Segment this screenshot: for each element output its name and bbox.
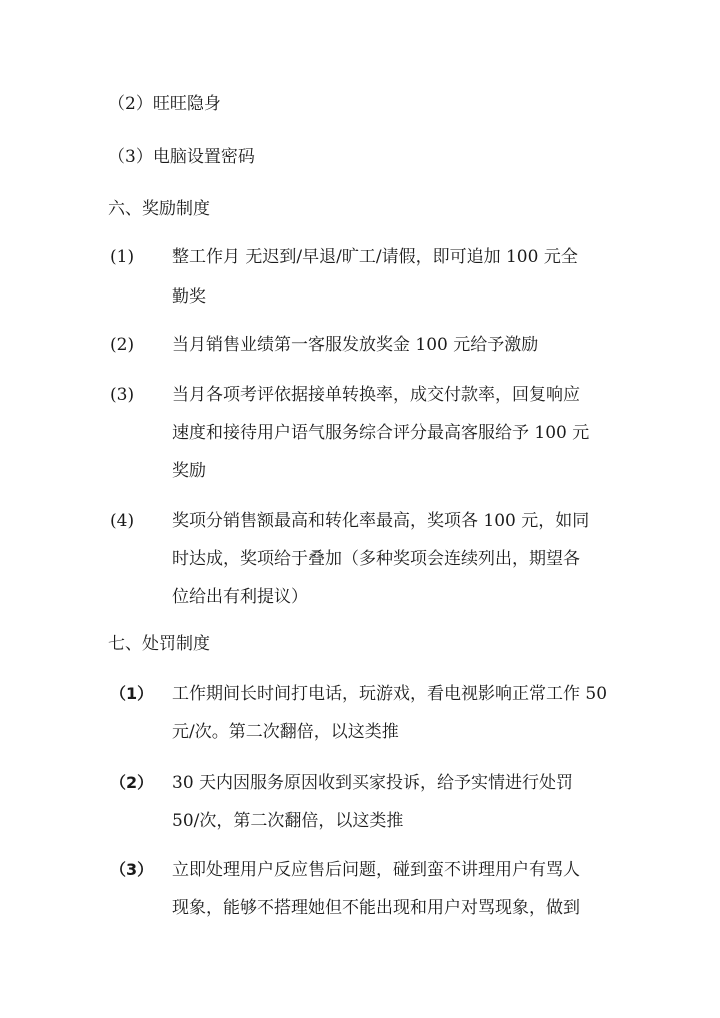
section-6-heading: 六、奖励制度: [108, 199, 210, 219]
penalty-item-1-text: [172, 682, 622, 744]
penalty-item-3-line-1: 立即处理用户反应售后问题，碰到蛮不讲理用户有骂人: [172, 860, 580, 880]
penalty-item-3-line-2: 现象，能够不搭理她但不能出现和用户对骂现象，做到: [172, 898, 580, 918]
reward-item-2-text: [172, 333, 622, 357]
reward-item-1-line-1: 整工作月 无迟到/早退/旷工/请假，即可追加 100 元全: [172, 247, 578, 267]
penalty-item-1-number: （1）: [110, 684, 154, 703]
reward-item-3-line-1: 当月各项考评依据接单转换率，成交付款率，回复响应: [172, 385, 580, 405]
section-7-heading: 七、处罚制度: [108, 634, 210, 654]
penalty-item-3-number: （3）: [110, 860, 154, 879]
reward-item-3-line-3: 奖励: [172, 461, 206, 481]
reward-item-1-line-2: 勤奖: [172, 287, 206, 307]
penalty-item-2-line-1: 30 天内因服务原因收到买家投诉，给予实情进行处罚: [172, 773, 574, 793]
reward-item-4-line-1: 奖项分销售额最高和转化率最高，奖项各 100 元，如同: [172, 511, 590, 531]
reward-item-3-text: [172, 383, 622, 483]
list-item-2: （2）旺旺隐身: [108, 94, 221, 114]
reward-item-2-number: (2): [110, 335, 135, 355]
reward-item-4-line-3: 位给出有利提议）: [172, 587, 308, 607]
penalty-item-2-text: [172, 771, 622, 833]
penalty-item-1-line-1: 工作期间长时间打电话，玩游戏，看电视影响正常工作 50: [172, 684, 608, 704]
reward-item-1-number: (1): [110, 247, 135, 267]
reward-item-3-line-2: 速度和接待用户语气服务综合评分最高客服给予 100 元: [172, 423, 590, 443]
reward-item-4-text: [172, 509, 622, 609]
reward-item-1-text: [172, 245, 622, 309]
reward-item-4-number: (4): [110, 511, 135, 531]
penalty-item-2-number: （2）: [110, 773, 154, 792]
list-item-3: （3）电脑设置密码: [108, 147, 255, 167]
penalty-item-2-line-2: 50/次，第二次翻倍，以这类推: [172, 811, 404, 831]
reward-item-2-line-1: 当月销售业绩第一客服发放奖金 100 元给予激励: [172, 335, 539, 355]
penalty-item-1-line-2: 元/次。第二次翻倍，以这类推: [172, 722, 399, 742]
reward-item-3-number: (3): [110, 385, 135, 405]
reward-item-4-line-2: 时达成，奖项给于叠加（多种奖项会连续列出，期望各: [172, 549, 580, 569]
penalty-item-3-text: [172, 858, 622, 920]
